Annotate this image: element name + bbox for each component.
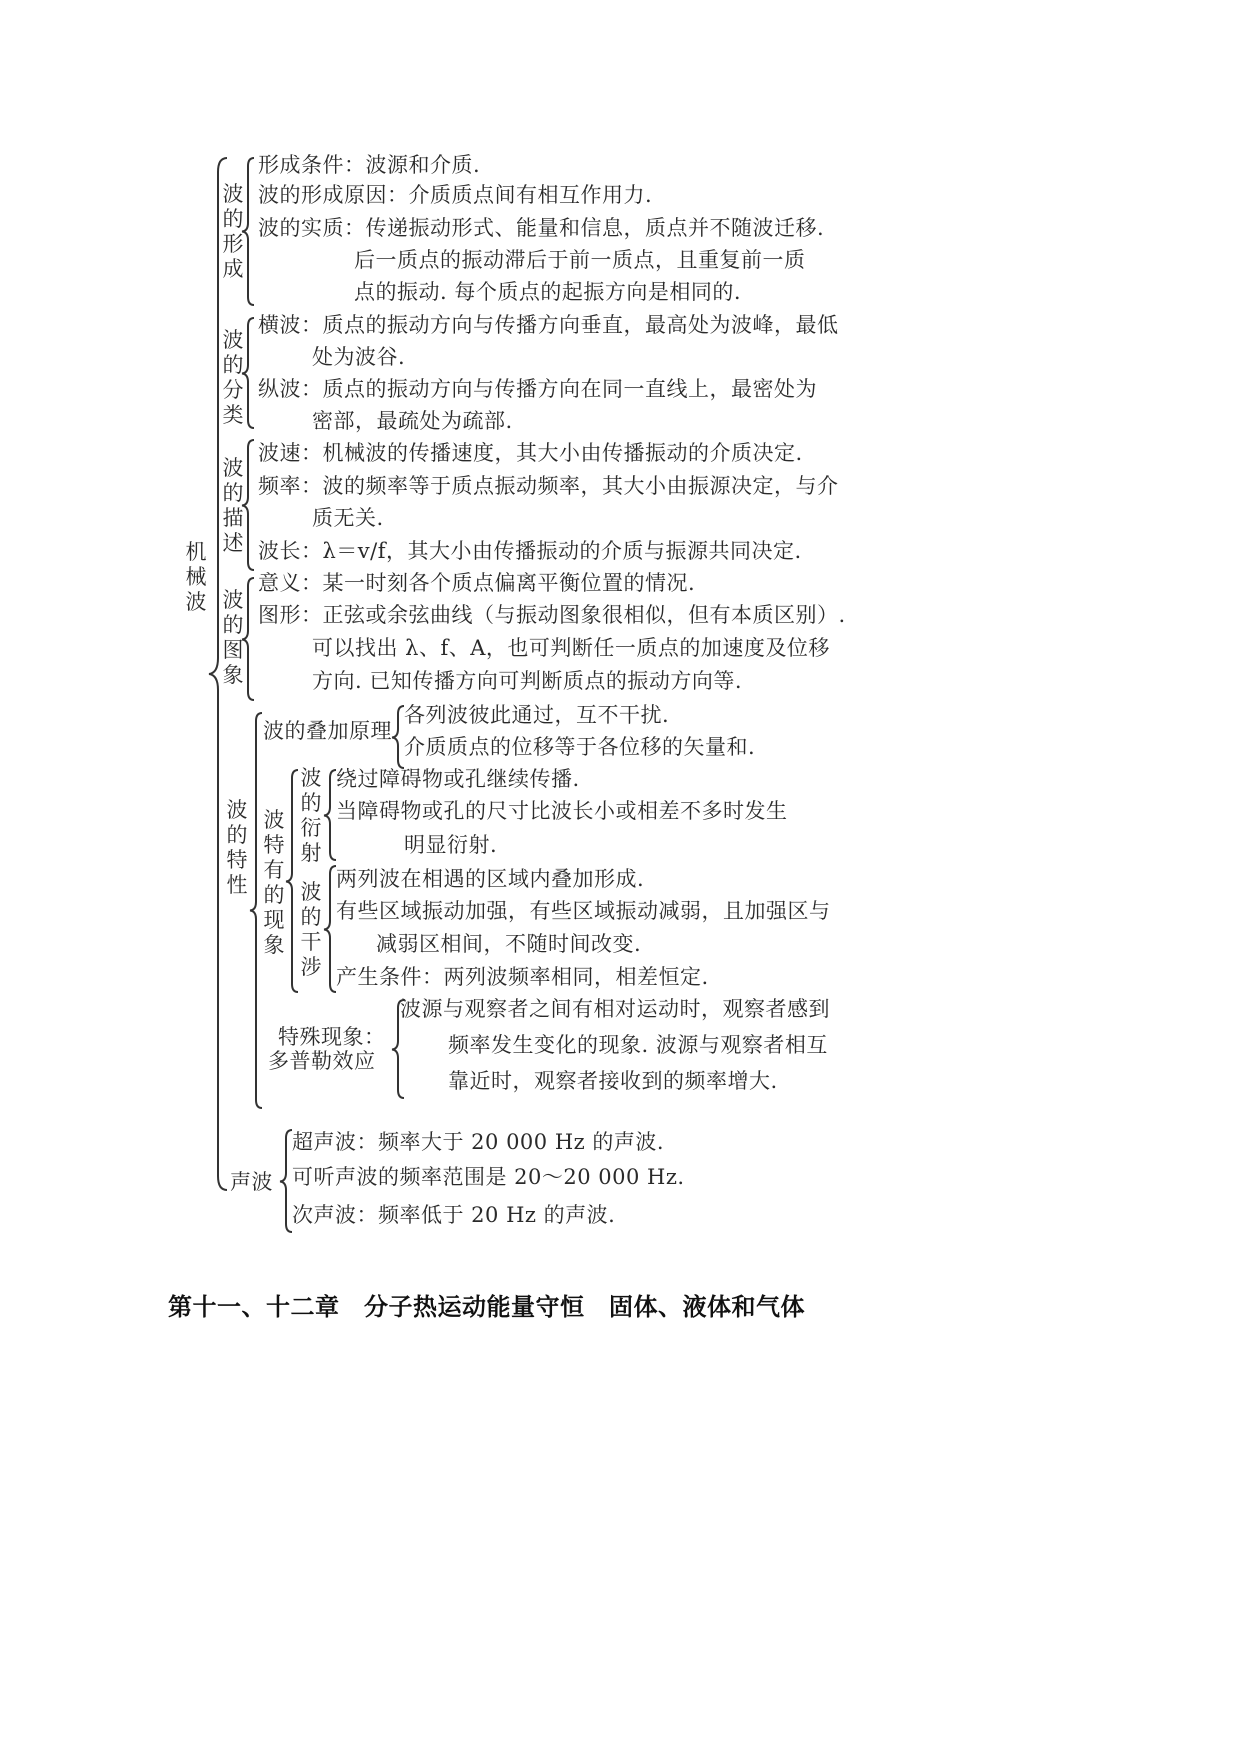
unique-title: 波特有的现象 [263,808,285,957]
bracket-unique [284,770,300,992]
image-shape-2: 可以找出 λ、f、A，也可判断任一质点的加速度及位移 [312,636,830,660]
description-wavelength: 波长：λ＝v/f，其大小由传播振动的介质与振源共同决定. [258,539,802,563]
classification-title: 波的分类 [222,328,244,427]
classification-longitudinal-1: 纵波：质点的振动方向与传播方向在同一直线上，最密处为 [258,377,817,401]
classification-transverse-2: 处为波谷. [312,345,406,369]
description-speed: 波速：机械波的传播速度，其大小由传播振动的介质决定. [258,441,803,465]
sound-title: 声波 [230,1170,273,1194]
sound-ultrasonic: 超声波：频率大于 20 000 Hz 的声波. [292,1130,665,1154]
image-shape-3: 方向. 已知传播方向可判断质点的振动方向等. [312,669,743,693]
formation-condition: 形成条件：波源和介质. [258,153,481,177]
formation-essence-1: 波的实质：传递振动形式、能量和信息，质点并不随波迁移. [258,216,825,240]
formation-cause: 波的形成原因：介质质点间有相互作用力. [258,183,653,207]
doppler-item-3: 靠近时，观察者接收到的频率增大. [448,1069,778,1093]
formation-essence-3: 点的振动. 每个质点的起振方向是相同的. [354,280,742,304]
diffraction-title: 波的衍射 [300,766,322,865]
chapter-heading: 第十一、十二章 分子热运动能量守恒 固体、液体和气体 [168,1293,805,1321]
superposition-title: 波的叠加原理 [263,719,392,743]
doppler-title-2: 多普勒效应 [268,1049,376,1073]
doppler-title-1: 特殊现象： [278,1025,386,1049]
superposition-item-1: 各列波彼此通过，互不干扰. [404,703,670,727]
image-title: 波的图象 [222,588,244,687]
interference-title: 波的干涉 [300,880,322,979]
interference-item-2: 有些区域振动加强，有些区域振动减弱，且加强区与 [336,899,831,923]
description-frequency-1: 频率：波的频率等于质点振动频率，其大小由振源决定，与介 [258,474,839,498]
image-shape-1: 图形：正弦或余弦曲线（与振动图象很相似，但有本质区别）. [258,603,846,627]
classification-longitudinal-2: 密部，最疏处为疏部. [312,409,513,433]
classification-transverse-1: 横波：质点的振动方向与传播方向垂直，最高处为波峰，最低 [258,313,839,337]
diffraction-item-1: 绕过障碍物或孔继续传播. [336,767,580,791]
brace-unique [284,770,300,992]
description-frequency-2: 质无关. [312,506,384,530]
interference-item-1: 两列波在相遇的区域内叠加形成. [336,867,645,891]
image-meaning: 意义：某一时刻各个质点偏离平衡位置的情况. [258,571,696,595]
diffraction-item-2: 当障碍物或孔的尺寸比波长小或相差不多时发生 [336,799,788,823]
sound-audible: 可听声波的频率范围是 20～20 000 Hz. [292,1165,685,1189]
diffraction-item-3: 明显衍射. [404,833,498,857]
superposition-item-2: 介质质点的位移等于各位移的矢量和. [404,735,756,759]
formation-essence-2: 后一质点的振动滞后于前一质点，且重复前一质 [354,248,806,272]
properties-title: 波的特性 [226,798,248,897]
root-label: 机械波 [185,540,207,614]
doppler-item-2: 频率发生变化的现象. 波源与观察者相互 [448,1033,828,1057]
interference-item-4: 产生条件：两列波频率相同，相差恒定. [336,965,709,989]
formation-title: 波的形成 [222,182,244,281]
description-title: 波的描述 [222,456,244,555]
sound-infrasonic: 次声波：频率低于 20 Hz 的声波. [292,1203,616,1227]
interference-item-3: 减弱区相间，不随时间改变. [376,932,642,956]
doppler-item-1: 波源与观察者之间有相对运动时，观察者感到 [400,997,830,1021]
